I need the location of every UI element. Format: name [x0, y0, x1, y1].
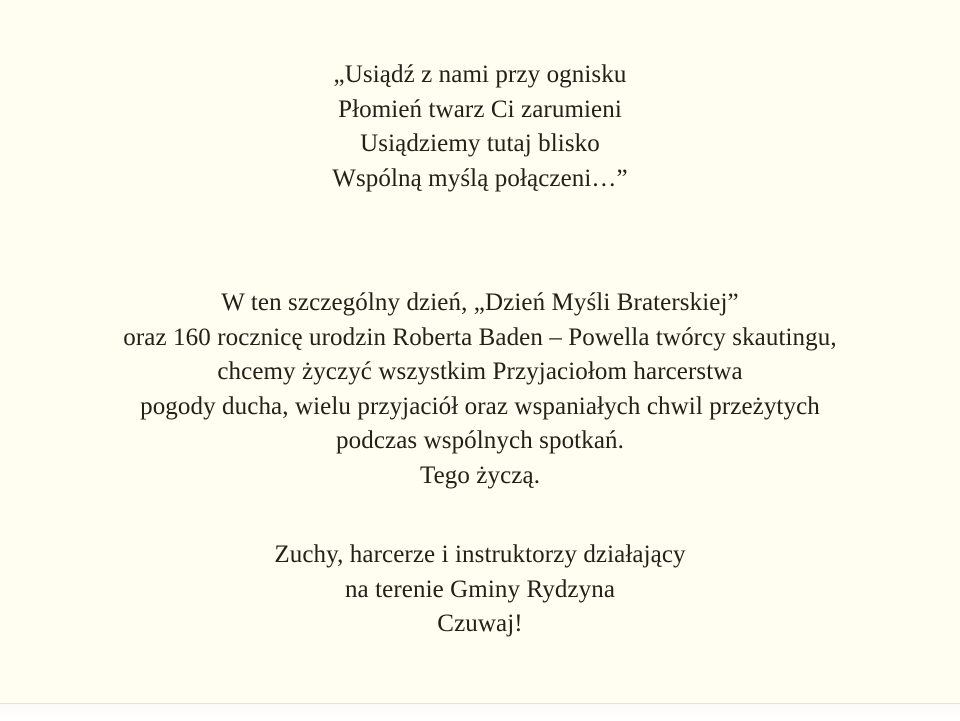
greeting-line: W ten szczególny dzień, „Dzień Myśli Braterskiej”	[221, 289, 739, 316]
signature-line: na terenie Gminy Rydzyna	[344, 575, 616, 603]
greeting-line: podczas wspólnych spotkań.	[336, 427, 624, 454]
scan-bottom-edge	[0, 703, 960, 721]
greeting-line: chcemy życzyć wszystkim Przyjaciołom harcerstwa	[217, 358, 743, 385]
greeting-message	[0, 286, 960, 493]
poem-line: Wspólną myślą połączeni…”	[332, 164, 628, 192]
greeting-closing: Tego życzą.	[419, 461, 541, 489]
greeting-line: pogody ducha, wielu przyjaciół oraz wspaniałych chwil przeżytych	[140, 392, 820, 420]
poem-line: „Usiądź z nami przy ognisku	[333, 61, 627, 88]
signature-motto: Czuwaj!	[437, 610, 523, 637]
signature-line: Zuchy, harcerze i instruktorzy działający	[274, 541, 686, 568]
greeting-line: oraz 160 rocznicę urodzin Roberta Baden – Powella twórcy skautingu,	[123, 323, 837, 351]
signature-block	[0, 538, 960, 642]
poem-line: Płomień twarz Ci zarumieni	[338, 95, 622, 123]
poem-line: Usiądziemy tutaj blisko	[360, 130, 600, 157]
poem-verse	[0, 58, 960, 196]
